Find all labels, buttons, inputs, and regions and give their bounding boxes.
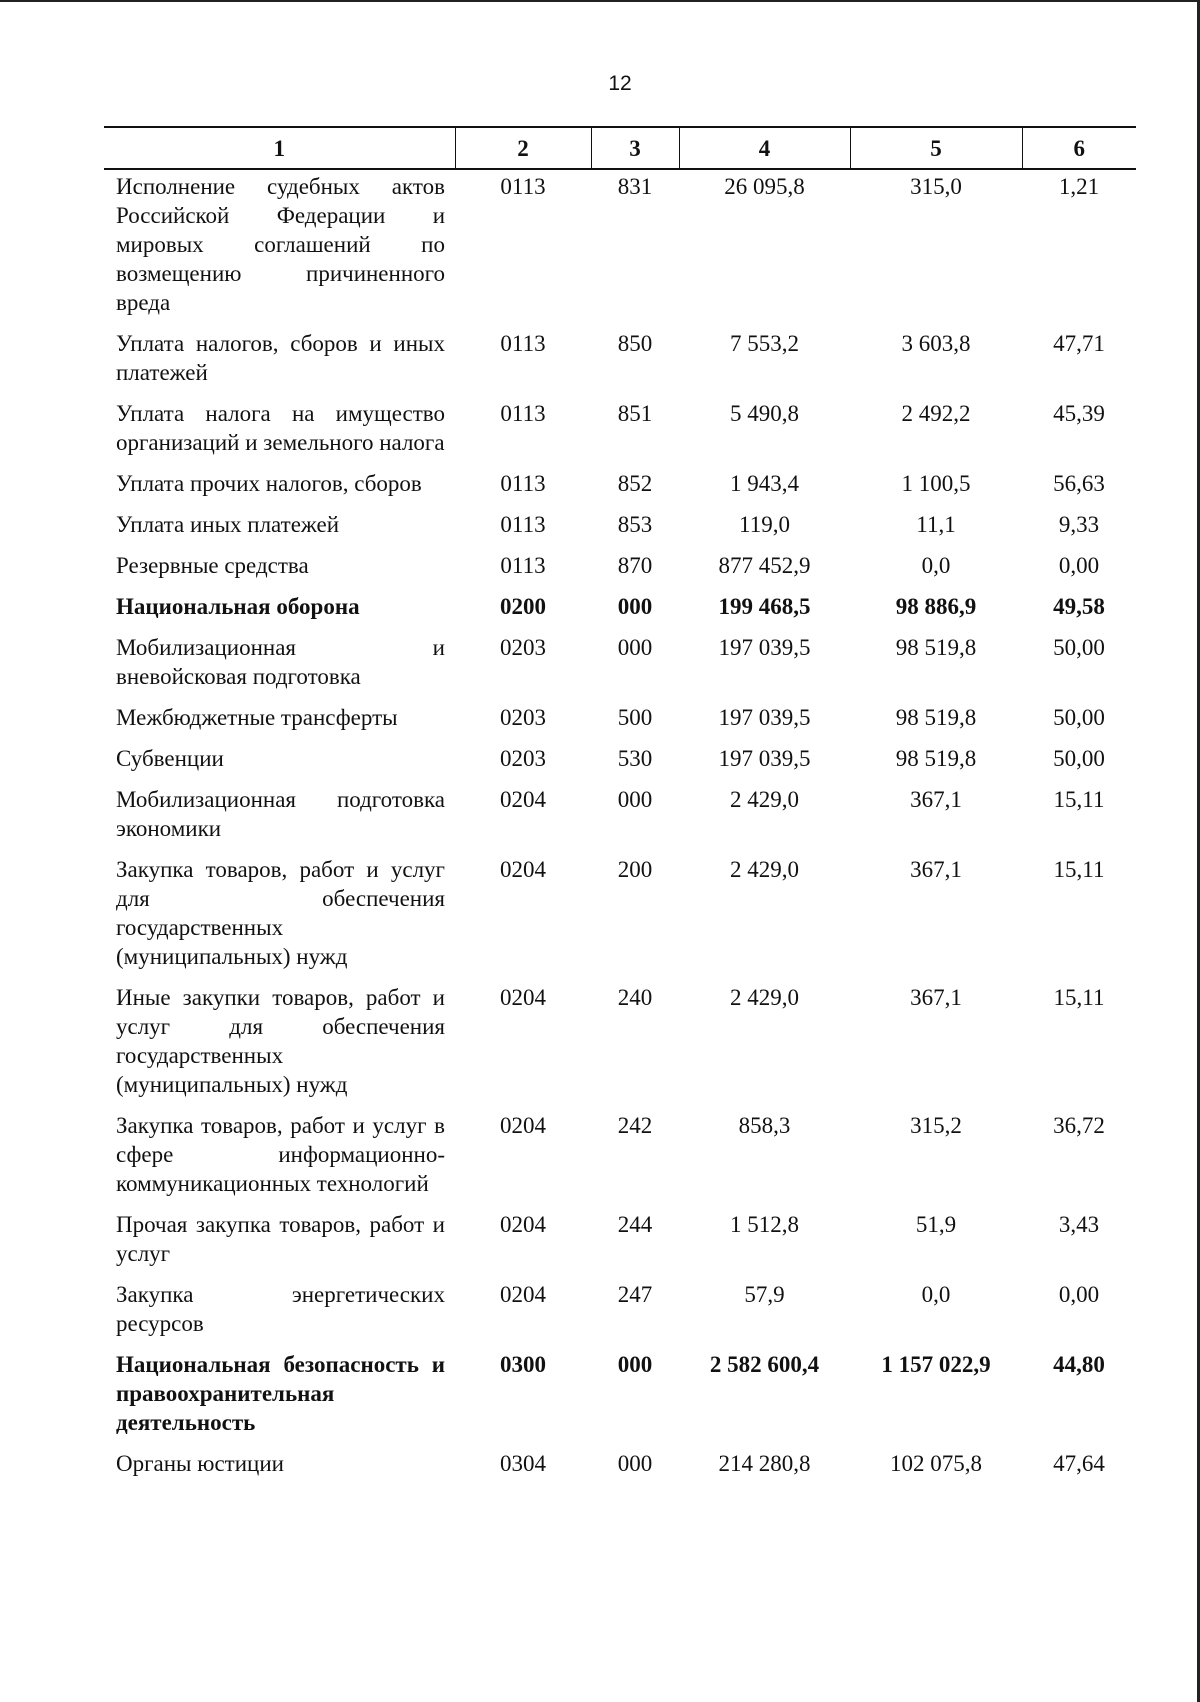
- table-row: [104, 633, 1136, 703]
- row-expense-type-cell: 242: [617, 1113, 653, 1138]
- page-border-top: [0, 0, 1200, 2]
- row-expense-type-cell: 853: [617, 512, 653, 537]
- row-name-cell: Уплата прочих налогов, сборов: [116, 471, 422, 496]
- row-name-cell: Органы юстиции: [116, 1451, 284, 1476]
- row-expense-type-cell: 000: [617, 635, 653, 660]
- column-header-6: 6: [1022, 127, 1136, 169]
- row-planned-amount-cell: 197 039,5: [718, 635, 811, 660]
- row-planned-amount-cell: 5 490,8: [730, 401, 799, 426]
- page-number: 12: [608, 72, 632, 95]
- table-row: [104, 1111, 1136, 1210]
- column-header-2: 2: [455, 127, 591, 169]
- table-row: [104, 1449, 1136, 1490]
- row-name-cell: Закупка товаров, работ и услуг в сфере информационно-коммуникационных технологий: [116, 1113, 445, 1196]
- row-planned-amount-cell: 199 468,5: [718, 594, 811, 619]
- row-section-code-cell: 0204: [500, 787, 546, 812]
- row-planned-amount-cell: 57,9: [744, 1282, 785, 1307]
- row-execution-percent-cell: 47,71: [1053, 331, 1105, 356]
- row-executed-amount-cell: 0,0: [921, 1282, 951, 1307]
- row-expense-type-cell: 000: [617, 594, 653, 619]
- column-header-1: 1: [104, 127, 455, 169]
- row-executed-amount-cell: 367,1: [910, 857, 962, 882]
- row-executed-amount-cell: 315,2: [910, 1113, 962, 1138]
- row-expense-type-cell: 852: [617, 471, 653, 496]
- table-row: [104, 399, 1136, 469]
- table-row: [104, 785, 1136, 855]
- row-expense-type-cell: 530: [617, 746, 653, 771]
- row-name-cell: Межбюджетные трансферты: [116, 705, 398, 730]
- row-expense-type-cell: 870: [617, 553, 653, 578]
- row-executed-amount-cell: 98 519,8: [895, 746, 977, 771]
- table-row: [104, 983, 1136, 1111]
- row-expense-type-cell: 831: [617, 174, 653, 199]
- row-section-code-cell: 0304: [500, 1451, 546, 1476]
- row-section-code-cell: 0200: [500, 594, 546, 619]
- row-planned-amount-cell: 1 943,4: [730, 471, 799, 496]
- row-section-code-cell: 0300: [500, 1352, 546, 1377]
- row-execution-percent-cell: 15,11: [1053, 787, 1105, 812]
- table-row: [104, 744, 1136, 785]
- row-section-code-cell: 0113: [500, 174, 546, 199]
- row-executed-amount-cell: 51,9: [915, 1212, 957, 1237]
- table-row: [104, 329, 1136, 399]
- row-expense-type-cell: 000: [617, 787, 653, 812]
- row-name-cell: Резервные средства: [116, 553, 309, 578]
- row-section-code-cell: 0204: [500, 985, 546, 1010]
- row-expense-type-cell: 240: [617, 985, 653, 1010]
- column-header-5: 5: [850, 127, 1022, 169]
- row-executed-amount-cell: 0,0: [921, 553, 951, 578]
- row-name-cell: Иные закупки товаров, работ и услуг для обеспечения государственных (муниципальных) нужд: [116, 985, 445, 1097]
- table-row: [104, 703, 1136, 744]
- row-planned-amount-cell: 2 582 600,4: [709, 1352, 820, 1377]
- row-execution-percent-cell: 50,00: [1053, 635, 1105, 660]
- row-planned-amount-cell: 214 280,8: [718, 1451, 811, 1476]
- row-executed-amount-cell: 1 157 022,9: [881, 1352, 991, 1377]
- column-header-3: 3: [591, 127, 679, 169]
- row-execution-percent-cell: 50,00: [1053, 705, 1105, 730]
- row-execution-percent-cell: 47,64: [1053, 1451, 1105, 1476]
- row-expense-type-cell: 000: [617, 1352, 653, 1377]
- row-execution-percent-cell: 3,43: [1058, 1212, 1100, 1237]
- row-section-code-cell: 0204: [500, 857, 546, 882]
- row-name-cell: Исполнение судебных актов Российской Федерации и мировых соглашений по возмещению причиненного вреда: [116, 174, 445, 315]
- row-execution-percent-cell: 0,00: [1058, 553, 1100, 578]
- table-row: [104, 510, 1136, 551]
- row-planned-amount-cell: 26 095,8: [724, 174, 805, 199]
- row-name-cell: Мобилизационная подготовка экономики: [116, 787, 445, 841]
- budget-table: [104, 126, 1136, 1490]
- table-row: [104, 469, 1136, 510]
- row-section-code-cell: 0203: [500, 705, 546, 730]
- row-execution-percent-cell: 45,39: [1053, 401, 1105, 426]
- row-section-code-cell: 0203: [500, 635, 546, 660]
- row-name-cell: Прочая закупка товаров, работ и услуг: [116, 1212, 445, 1266]
- row-name-cell: Субвенции: [116, 746, 224, 771]
- row-execution-percent-cell: 15,11: [1053, 985, 1105, 1010]
- row-executed-amount-cell: 11,1: [916, 512, 956, 537]
- row-planned-amount-cell: 2 429,0: [730, 857, 799, 882]
- row-execution-percent-cell: 9,33: [1058, 512, 1100, 537]
- row-name-cell: Национальная безопасность и правоохранительная деятельность: [116, 1352, 445, 1435]
- row-name-cell: Уплата налога на имущество организаций и земельного налога: [116, 401, 445, 455]
- row-planned-amount-cell: 119,0: [739, 512, 790, 537]
- row-planned-amount-cell: 7 553,2: [730, 331, 799, 356]
- row-executed-amount-cell: 1 100,5: [901, 471, 971, 496]
- row-expense-type-cell: 851: [617, 401, 653, 426]
- table-row: [104, 169, 1136, 329]
- table-header-row: [104, 127, 1136, 169]
- row-section-code-cell: 0113: [500, 331, 546, 356]
- row-section-code-cell: 0113: [500, 401, 546, 426]
- table-row: [104, 1350, 1136, 1449]
- row-planned-amount-cell: 1 512,8: [730, 1212, 799, 1237]
- row-execution-percent-cell: 50,00: [1053, 746, 1105, 771]
- row-section-code-cell: 0113: [500, 512, 546, 537]
- row-executed-amount-cell: 315,0: [910, 174, 962, 199]
- table-body: [104, 169, 1136, 1490]
- row-executed-amount-cell: 98 886,9: [895, 594, 977, 619]
- row-section-code-cell: 0113: [500, 553, 546, 578]
- table-row: [104, 855, 1136, 983]
- row-executed-amount-cell: 3 603,8: [901, 331, 971, 356]
- row-expense-type-cell: 000: [617, 1451, 653, 1476]
- row-execution-percent-cell: 49,58: [1053, 594, 1105, 619]
- row-execution-percent-cell: 0,00: [1058, 1282, 1100, 1307]
- table-row: [104, 1280, 1136, 1350]
- row-execution-percent-cell: 1,21: [1058, 174, 1100, 199]
- row-name-cell: Уплата налогов, сборов и иных платежей: [116, 331, 445, 385]
- row-expense-type-cell: 200: [617, 857, 653, 882]
- table-row: [104, 1210, 1136, 1280]
- table-row: [104, 592, 1136, 633]
- row-planned-amount-cell: 2 429,0: [730, 787, 799, 812]
- row-section-code-cell: 0203: [500, 746, 546, 771]
- row-execution-percent-cell: 15,11: [1053, 857, 1105, 882]
- row-name-cell: Мобилизационная и вневойсковая подготовка: [116, 635, 445, 689]
- row-planned-amount-cell: 197 039,5: [718, 705, 811, 730]
- table-row: [104, 551, 1136, 592]
- row-planned-amount-cell: 2 429,0: [730, 985, 799, 1010]
- row-name-cell: Уплата иных платежей: [116, 512, 340, 537]
- row-planned-amount-cell: 197 039,5: [718, 746, 811, 771]
- row-section-code-cell: 0204: [500, 1113, 546, 1138]
- row-execution-percent-cell: 36,72: [1053, 1113, 1105, 1138]
- row-execution-percent-cell: 56,63: [1053, 471, 1105, 496]
- row-executed-amount-cell: 102 075,8: [890, 1451, 982, 1476]
- row-section-code-cell: 0204: [500, 1212, 546, 1237]
- row-expense-type-cell: 500: [617, 705, 653, 730]
- row-executed-amount-cell: 367,1: [910, 985, 962, 1010]
- row-name-cell: Закупка энергетических ресурсов: [116, 1282, 445, 1336]
- row-name-cell: Закупка товаров, работ и услуг для обеспечения государственных (муниципальных) нужд: [116, 857, 445, 969]
- row-expense-type-cell: 850: [617, 331, 653, 356]
- row-expense-type-cell: 244: [617, 1212, 653, 1237]
- row-expense-type-cell: 247: [617, 1282, 653, 1307]
- row-planned-amount-cell: 877 452,9: [718, 553, 811, 578]
- row-planned-amount-cell: 858,3: [738, 1113, 791, 1138]
- row-execution-percent-cell: 44,80: [1053, 1352, 1105, 1377]
- row-executed-amount-cell: 2 492,2: [901, 401, 971, 426]
- row-executed-amount-cell: 367,1: [910, 787, 962, 812]
- row-executed-amount-cell: 98 519,8: [895, 705, 977, 730]
- row-section-code-cell: 0204: [500, 1282, 546, 1307]
- row-section-code-cell: 0113: [500, 471, 546, 496]
- row-name-cell: Национальная оборона: [116, 594, 360, 619]
- column-header-4: 4: [679, 127, 850, 169]
- row-executed-amount-cell: 98 519,8: [895, 635, 977, 660]
